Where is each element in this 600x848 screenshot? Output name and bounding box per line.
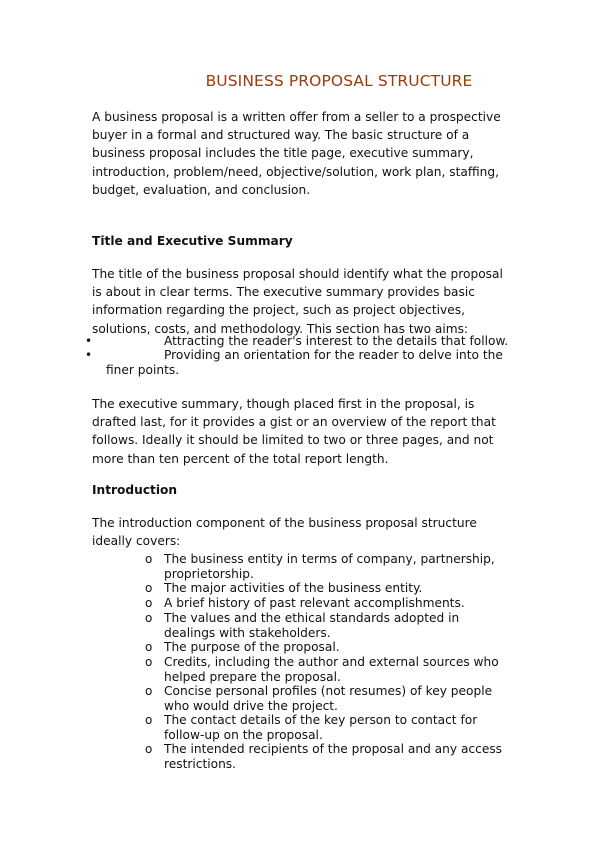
bullet-marker: • <box>85 334 93 348</box>
list-item-line: Concise personal profiles (not resumes) of key people <box>164 684 493 698</box>
list-marker: o <box>145 640 153 654</box>
section1-line: is about in clear terms. The executive summary provides basic <box>92 285 475 300</box>
section1-line: The title of the business proposal should identify what the proposal <box>92 267 503 281</box>
list-item-text <box>164 596 509 611</box>
section-heading-introduction: Introduction <box>92 483 178 497</box>
list-marker: o <box>145 713 153 727</box>
list-marker: o <box>145 596 153 610</box>
list-item-text <box>164 552 509 581</box>
intro-line: business proposal includes the title page, executive summary, <box>92 146 474 161</box>
section2-paragraph <box>92 514 510 550</box>
bullet-item-text: Providing an orientation for the reader to delve into the <box>164 348 503 362</box>
list-item-line: Credits, including the author and external sources who <box>164 655 499 669</box>
section-heading-title-executive-summary: Title and Executive Summary <box>92 234 293 248</box>
list-item-line: The intended recipients of the proposal and any access <box>164 742 503 756</box>
list-item-line: The values and the ethical standards adopted in <box>164 611 460 625</box>
section2-line: ideally covers: <box>92 534 181 549</box>
list-item-text <box>164 581 509 596</box>
intro-line: budget, evaluation, and conclusion. <box>92 182 311 197</box>
section1-paragraph-2 <box>92 395 510 468</box>
list-item-line: restrictions. <box>164 756 237 771</box>
list-item-line: proprietorship. <box>164 566 254 581</box>
section1-line: more than ten percent of the total report length. <box>92 451 389 466</box>
list-item-line: The business entity in terms of company, partnership, <box>164 552 495 566</box>
list-marker: o <box>145 742 153 756</box>
list-item-text <box>164 742 509 771</box>
bullet-marker: • <box>85 348 93 362</box>
list-item-line: helped prepare the proposal. <box>164 669 341 684</box>
list-marker: o <box>145 655 153 669</box>
list-item-line: who would drive the project. <box>164 698 338 713</box>
section2-line: The introduction component of the business proposal structure <box>92 516 477 530</box>
bullet-item-text: Attracting the reader's interest to the details that follow. <box>164 334 509 348</box>
list-marker: o <box>145 684 153 698</box>
list-item-line: follow-up on the proposal. <box>164 727 323 742</box>
intro-paragraph <box>92 108 510 199</box>
section1-line: information regarding the project, such as project objectives, <box>92 303 465 318</box>
list-marker: o <box>145 552 153 566</box>
list-item-text <box>164 640 509 655</box>
list-item-line: A brief history of past relevant accomplishments. <box>164 596 465 610</box>
document-title: BUSINESS PROPOSAL STRUCTURE <box>205 72 473 90</box>
intro-line: introduction, problem/need, objective/solution, work plan, staffing, <box>92 164 499 179</box>
list-marker: o <box>145 581 153 595</box>
bullet-item-text-continued: finer points. <box>106 363 180 377</box>
list-marker: o <box>145 611 153 625</box>
list-item-text <box>164 655 509 684</box>
section1-line: The executive summary, though placed first in the proposal, is <box>92 397 475 411</box>
section1-line: follows. Ideally it should be limited to two or three pages, and not <box>92 433 494 448</box>
intro-line: A business proposal is a written offer from a seller to a prospective <box>92 110 501 124</box>
list-item-line: The purpose of the proposal. <box>164 640 340 654</box>
list-item-text <box>164 611 509 640</box>
section1-paragraph <box>92 265 510 338</box>
list-item-line: The contact details of the key person to contact for <box>164 713 478 727</box>
section1-line: solutions, costs, and methodology. This section has two aims: <box>92 321 469 336</box>
list-item-text <box>164 684 509 713</box>
section1-line: drafted last, for it provides a gist or an overview of the report that <box>92 415 496 430</box>
list-item-line: dealings with stakeholders. <box>164 625 331 640</box>
list-item-line: The major activities of the business entity. <box>164 581 423 595</box>
list-item-text <box>164 713 509 742</box>
intro-line: buyer in a formal and structured way. The basic structure of a <box>92 128 470 143</box>
